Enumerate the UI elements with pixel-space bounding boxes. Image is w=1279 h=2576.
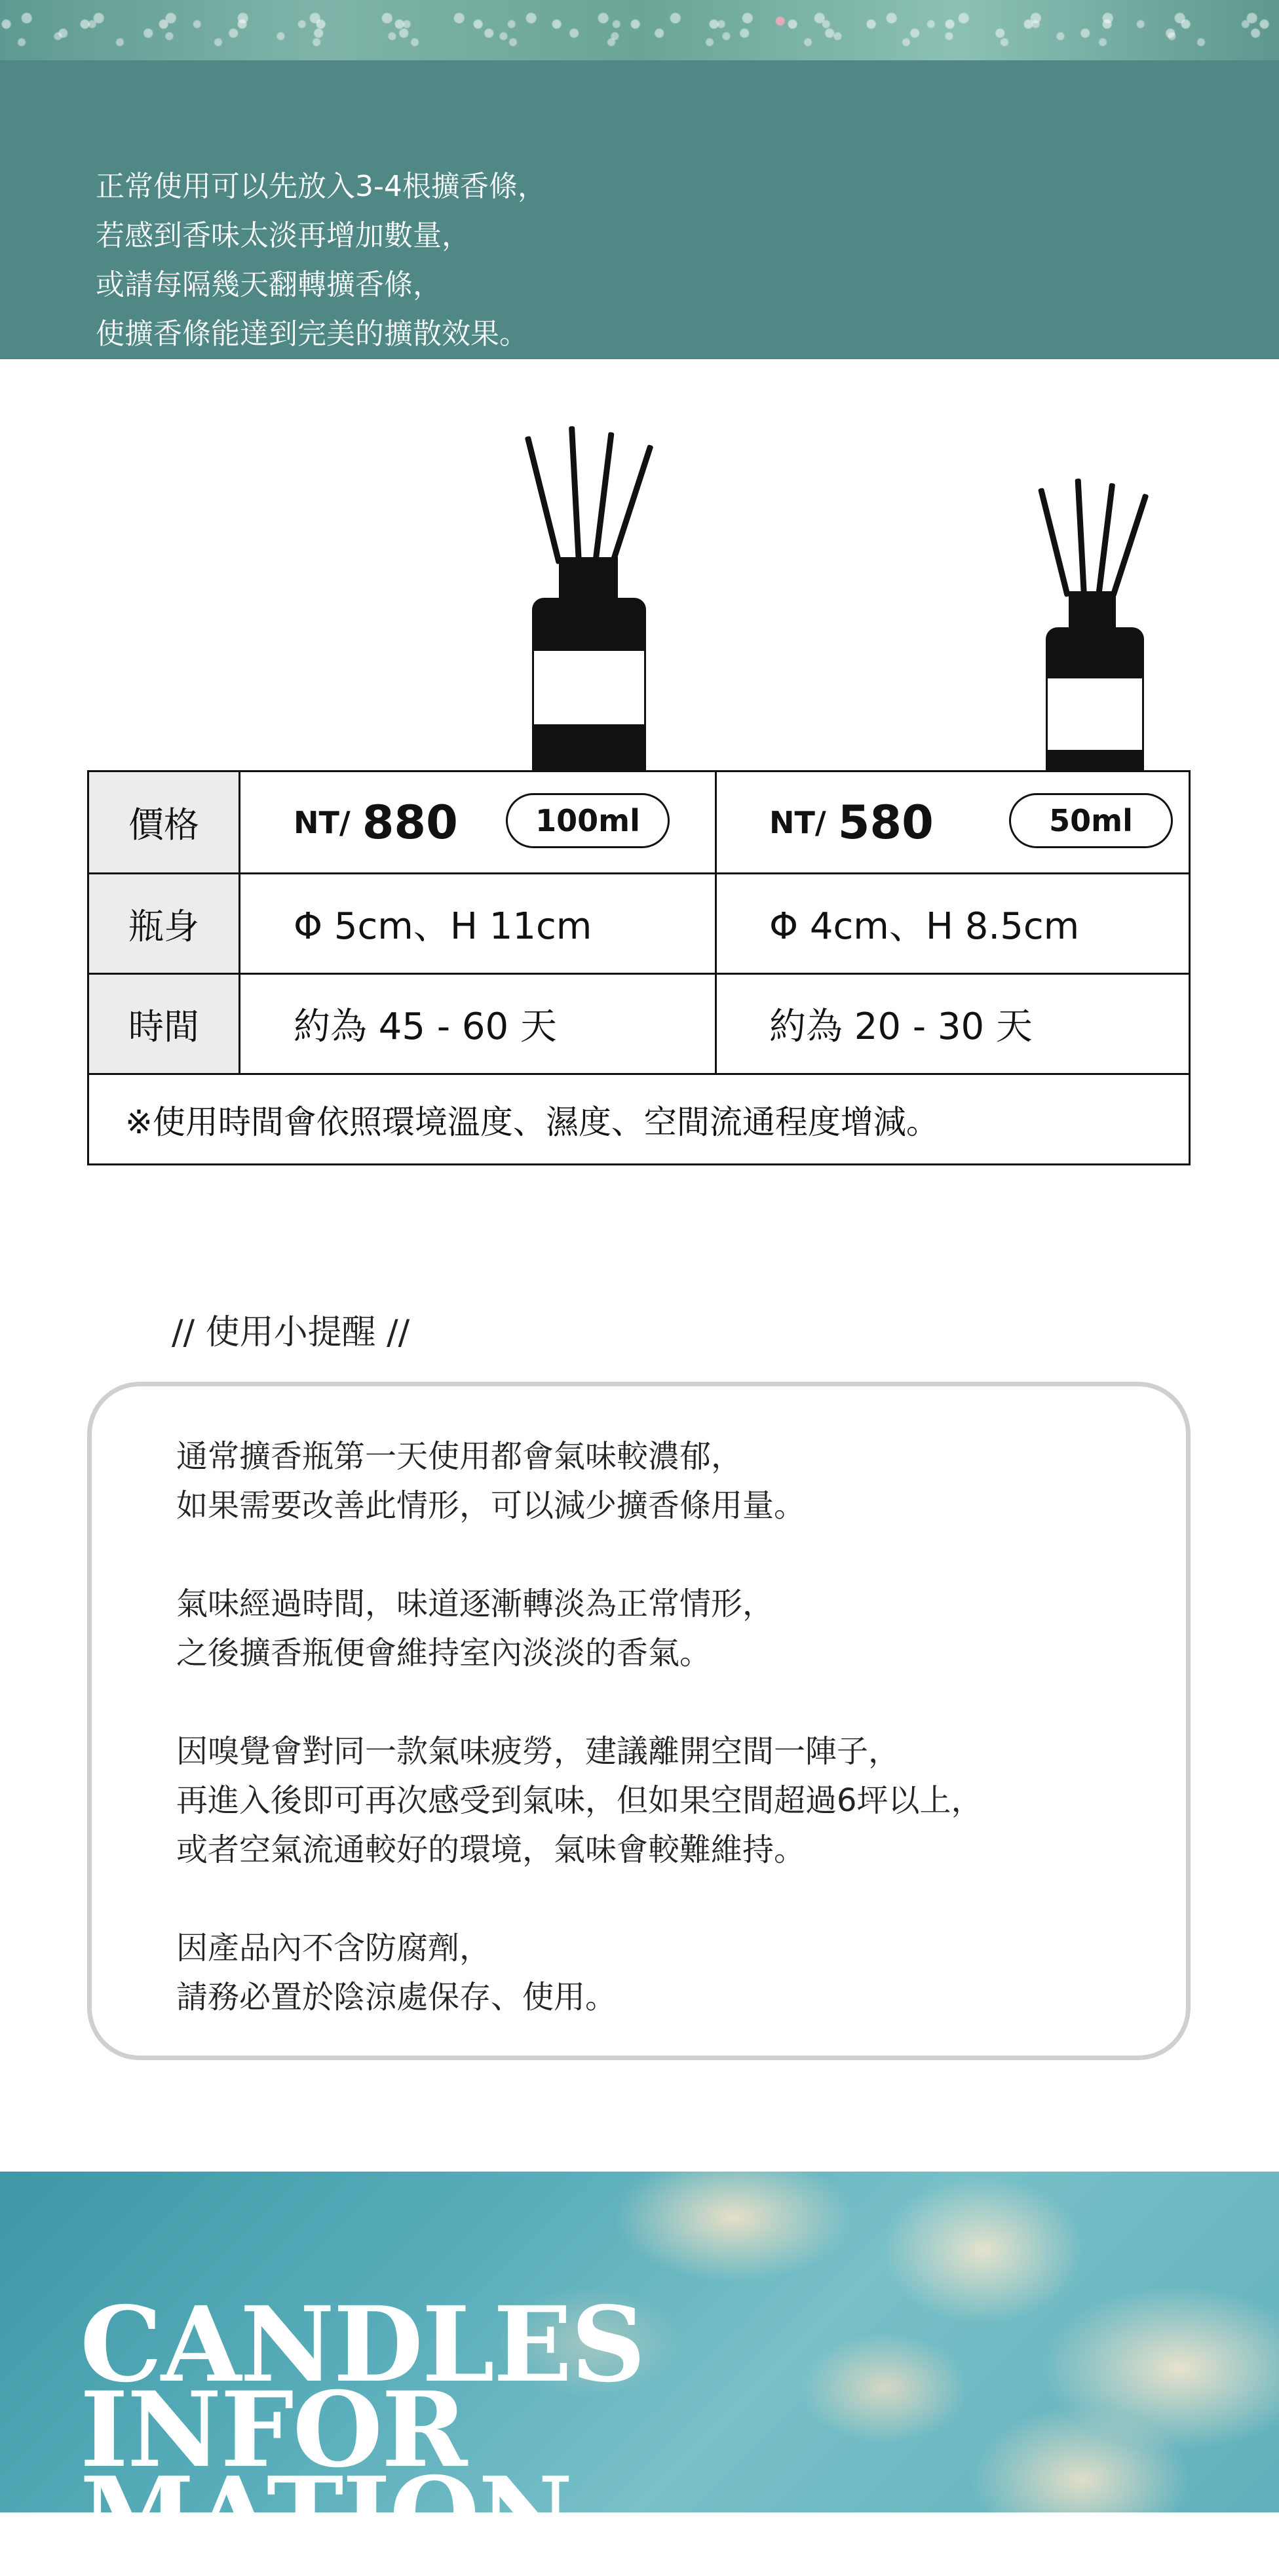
intro-line: 或請每隔幾天翻轉擴香條， [96, 268, 442, 302]
usage-note: ※使用時間會依照環境溫度、濕度、空間流通程度增減。 [125, 1103, 939, 1141]
tips-line: 請務必置於陰涼處保存、使用。 [176, 1979, 617, 2016]
banner-title-line: INFOR [80, 2370, 467, 2491]
tips-paragraph [176, 1727, 983, 1875]
tips-paragraph [176, 1580, 983, 1678]
intro-line: 使擴香條能達到完美的擴散效果。 [96, 317, 528, 351]
dimensions-cell: Φ 5cm、H 11cm [294, 905, 592, 948]
price-prefix: NT/ [294, 804, 351, 840]
top-texture-strip [0, 0, 1279, 60]
large-bottle-icon [511, 426, 668, 793]
volume-badge: 100ml [506, 793, 670, 848]
intro-line: 正常使用可以先放入3-4根擴香條， [96, 170, 546, 203]
price-cell-100ml [294, 772, 458, 872]
candles-banner [0, 2172, 1279, 2576]
tips-line: 因產品內不含防腐劑， [176, 1930, 491, 1966]
tips-box [87, 1382, 1191, 2060]
tips-line: 再進入後即可再次感受到氣味，但如果空間超過6坪以上， [176, 1782, 983, 1819]
price-value: 880 [362, 795, 458, 849]
price-cell-50ml [769, 772, 934, 872]
tips-paragraph [176, 1924, 983, 2022]
price-prefix: NT/ [769, 804, 826, 840]
tips-line: 氣味經過時間，味道逐漸轉淡為正常情形， [176, 1586, 774, 1622]
volume-badge: 50ml [1009, 793, 1173, 848]
spec-table [87, 770, 1191, 1165]
tips-line: 因嗅覺會對同一款氣味疲勞，建議離開空間一陣子， [176, 1733, 900, 1770]
small-bottle-icon [1029, 478, 1160, 787]
tips-line: 或者空氣流通較好的環境，氣味會較難維持。 [176, 1831, 806, 1868]
row-header-size: 瓶身 [89, 874, 239, 973]
banner-title [80, 2284, 645, 2576]
banner-title-line: MATION [80, 2455, 572, 2576]
tips-line: 通常擴香瓶第一天使用都會氣味較濃郁， [176, 1438, 743, 1475]
tips-line: 如果需要改善此情形，可以減少擴香條用量。 [176, 1487, 806, 1524]
tips-line: 之後擴香瓶便會維持室內淡淡的香氣。 [176, 1635, 712, 1671]
price-value: 580 [837, 795, 934, 849]
duration-cell: 約為 45 - 60 天 [294, 1005, 557, 1048]
tips-paragraph [176, 1432, 983, 1531]
dimensions-cell: Φ 4cm、H 8.5cm [769, 905, 1080, 948]
tips-body [176, 1432, 983, 2022]
tips-title: // 使用小提醒 // [172, 1313, 410, 1352]
intro-band [0, 60, 1279, 359]
intro-text [96, 162, 546, 359]
banner-title-line: CANDLES [80, 2284, 645, 2406]
row-header-time: 時間 [89, 975, 239, 1073]
row-header-price: 價格 [89, 772, 239, 872]
duration-cell: 約為 20 - 30 天 [769, 1005, 1033, 1048]
intro-line: 若感到香味太淡再增加數量， [96, 219, 470, 252]
